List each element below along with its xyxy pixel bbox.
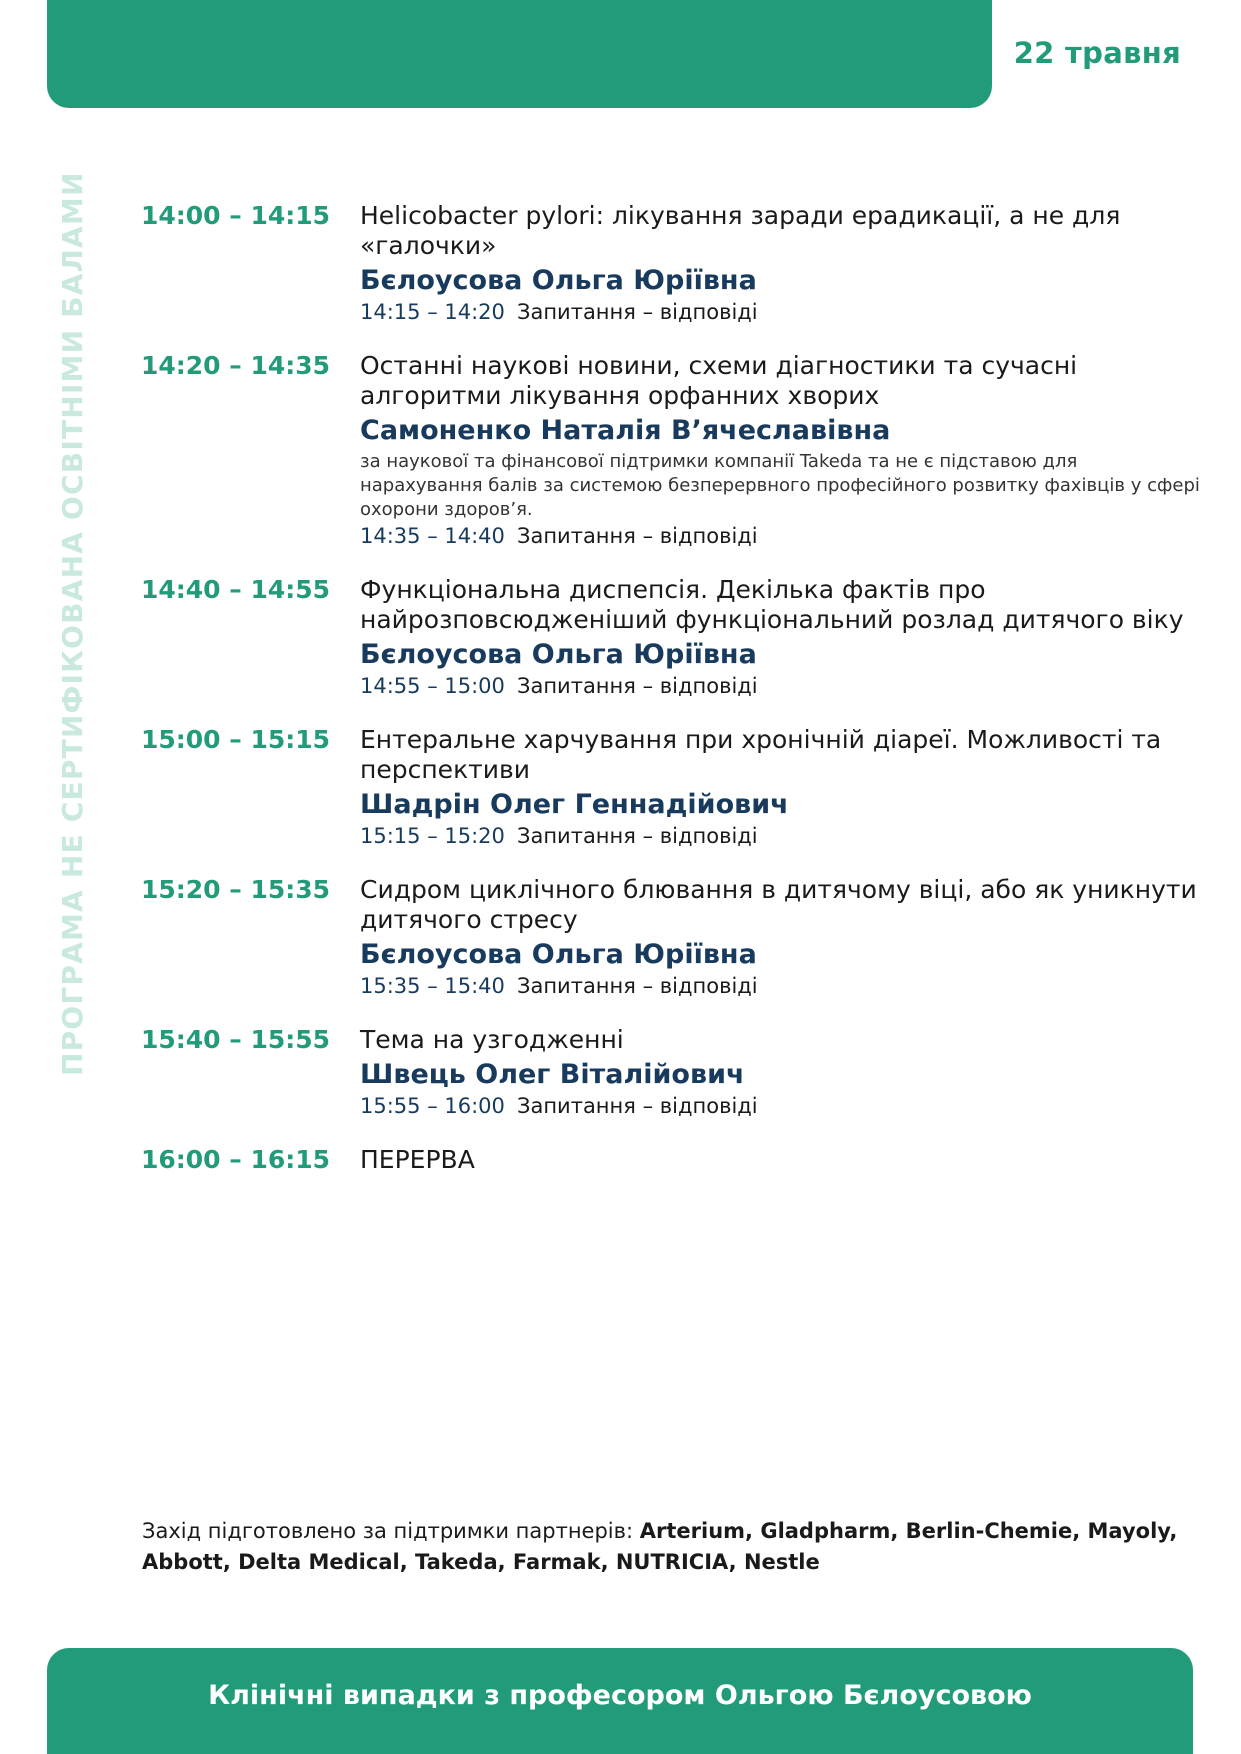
session-title: Функціональна диспепсія. Декілька фактів про найрозповсюдженіший функціональний розлад дитячого віку <box>360 575 1184 634</box>
schedule-item <box>141 198 1201 326</box>
schedule-item <box>141 872 1201 1000</box>
session-title: Helicobacter pylori: лікування заради ерадикації, а не для «галочки» <box>360 201 1121 260</box>
session-speaker: Швець Олег Віталійович <box>360 1059 745 1090</box>
session-speaker: Шадрін Олег Геннадійович <box>360 789 789 820</box>
certification-side-label: ПРОГРАМА НЕ СЕРТИФІКОВАНА ОСВІТНІМИ БАЛАМИ <box>56 171 89 1076</box>
footer-banner <box>47 1648 1193 1754</box>
session-speaker: Бєлоусова Ольга Юріївна <box>360 639 757 670</box>
qa-time: 15:15 – 15:20 <box>360 824 505 848</box>
session-title: Сидром циклічного блювання в дитячому віці, або як уникнути дитячого стресу <box>360 875 1197 934</box>
qa-label: Запитання – відповіді <box>517 674 758 698</box>
qa-line <box>360 298 1200 326</box>
qa-label: Запитання – відповіді <box>517 524 758 548</box>
schedule-item <box>141 572 1201 700</box>
break-title: ПЕРЕРВА <box>360 1145 475 1174</box>
header-banner <box>47 0 992 108</box>
schedule <box>141 198 1201 1178</box>
qa-line <box>360 822 1200 850</box>
qa-line <box>360 672 1200 700</box>
qa-time: 14:55 – 15:00 <box>360 674 505 698</box>
session-content <box>360 198 1200 326</box>
session-content <box>360 722 1200 850</box>
session-content <box>360 348 1200 550</box>
schedule-item <box>141 722 1201 850</box>
event-date: 22 травня <box>1013 36 1181 70</box>
footer-title: Клінічні випадки з професором Ольгою Бєлоусовою <box>208 1680 1032 1711</box>
qa-time: 14:15 – 14:20 <box>360 300 505 324</box>
schedule-item <box>141 1022 1201 1120</box>
qa-label: Запитання – відповіді <box>517 1094 758 1118</box>
qa-time: 15:55 – 16:00 <box>360 1094 505 1118</box>
qa-line <box>360 1092 1200 1120</box>
qa-label: Запитання – відповіді <box>517 974 758 998</box>
session-time: 14:00 – 14:15 <box>141 201 331 230</box>
session-time: 16:00 – 16:15 <box>141 1145 331 1174</box>
qa-label: Запитання – відповіді <box>517 300 758 324</box>
session-time: 14:40 – 14:55 <box>141 575 331 604</box>
partners-intro: Захід підготовлено за підтримки партнерів: <box>142 1519 640 1543</box>
qa-line <box>360 522 1200 550</box>
session-content <box>360 572 1200 700</box>
qa-line <box>360 972 1200 1000</box>
session-speaker: Самоненко Наталія В’ячеславівна <box>360 415 891 446</box>
session-content <box>360 872 1200 1000</box>
session-title: Ентеральне харчування при хронічній діареї. Можливості та перспективи <box>360 725 1162 784</box>
partners-list: Arterium, Gladpharm, Berlin-Chemie, Mayoly, Abbott, Delta Medical, Takeda, Farmak, NUTRICIA, Nestle <box>142 1519 1178 1574</box>
qa-time: 14:35 – 14:40 <box>360 524 505 548</box>
schedule-item <box>141 1142 1201 1178</box>
qa-label: Запитання – відповіді <box>517 824 758 848</box>
session-time: 15:20 – 15:35 <box>141 875 331 904</box>
schedule-item <box>141 348 1201 550</box>
session-title: Останні наукові новини, схеми діагностики та сучасні алгоритми лікування орфанних хворих <box>360 351 1078 410</box>
session-speaker: Бєлоусова Ольга Юріївна <box>360 939 757 970</box>
session-note: за наукової та фінансової підтримки компанії Takeda та не є підставою для нарахування балів за системою безперервного професійного розвитку фахівців у сфері охорони здоров’я. <box>360 451 1200 520</box>
session-time: 14:20 – 14:35 <box>141 351 331 380</box>
session-title: Тема на узгодженні <box>360 1025 624 1054</box>
session-content <box>360 1022 1200 1120</box>
session-speaker: Бєлоусова Ольга Юріївна <box>360 265 757 296</box>
partners-note <box>142 1516 1182 1578</box>
session-time: 15:40 – 15:55 <box>141 1025 331 1054</box>
session-time: 15:00 – 15:15 <box>141 725 331 754</box>
session-content <box>360 1142 1200 1178</box>
qa-time: 15:35 – 15:40 <box>360 974 505 998</box>
